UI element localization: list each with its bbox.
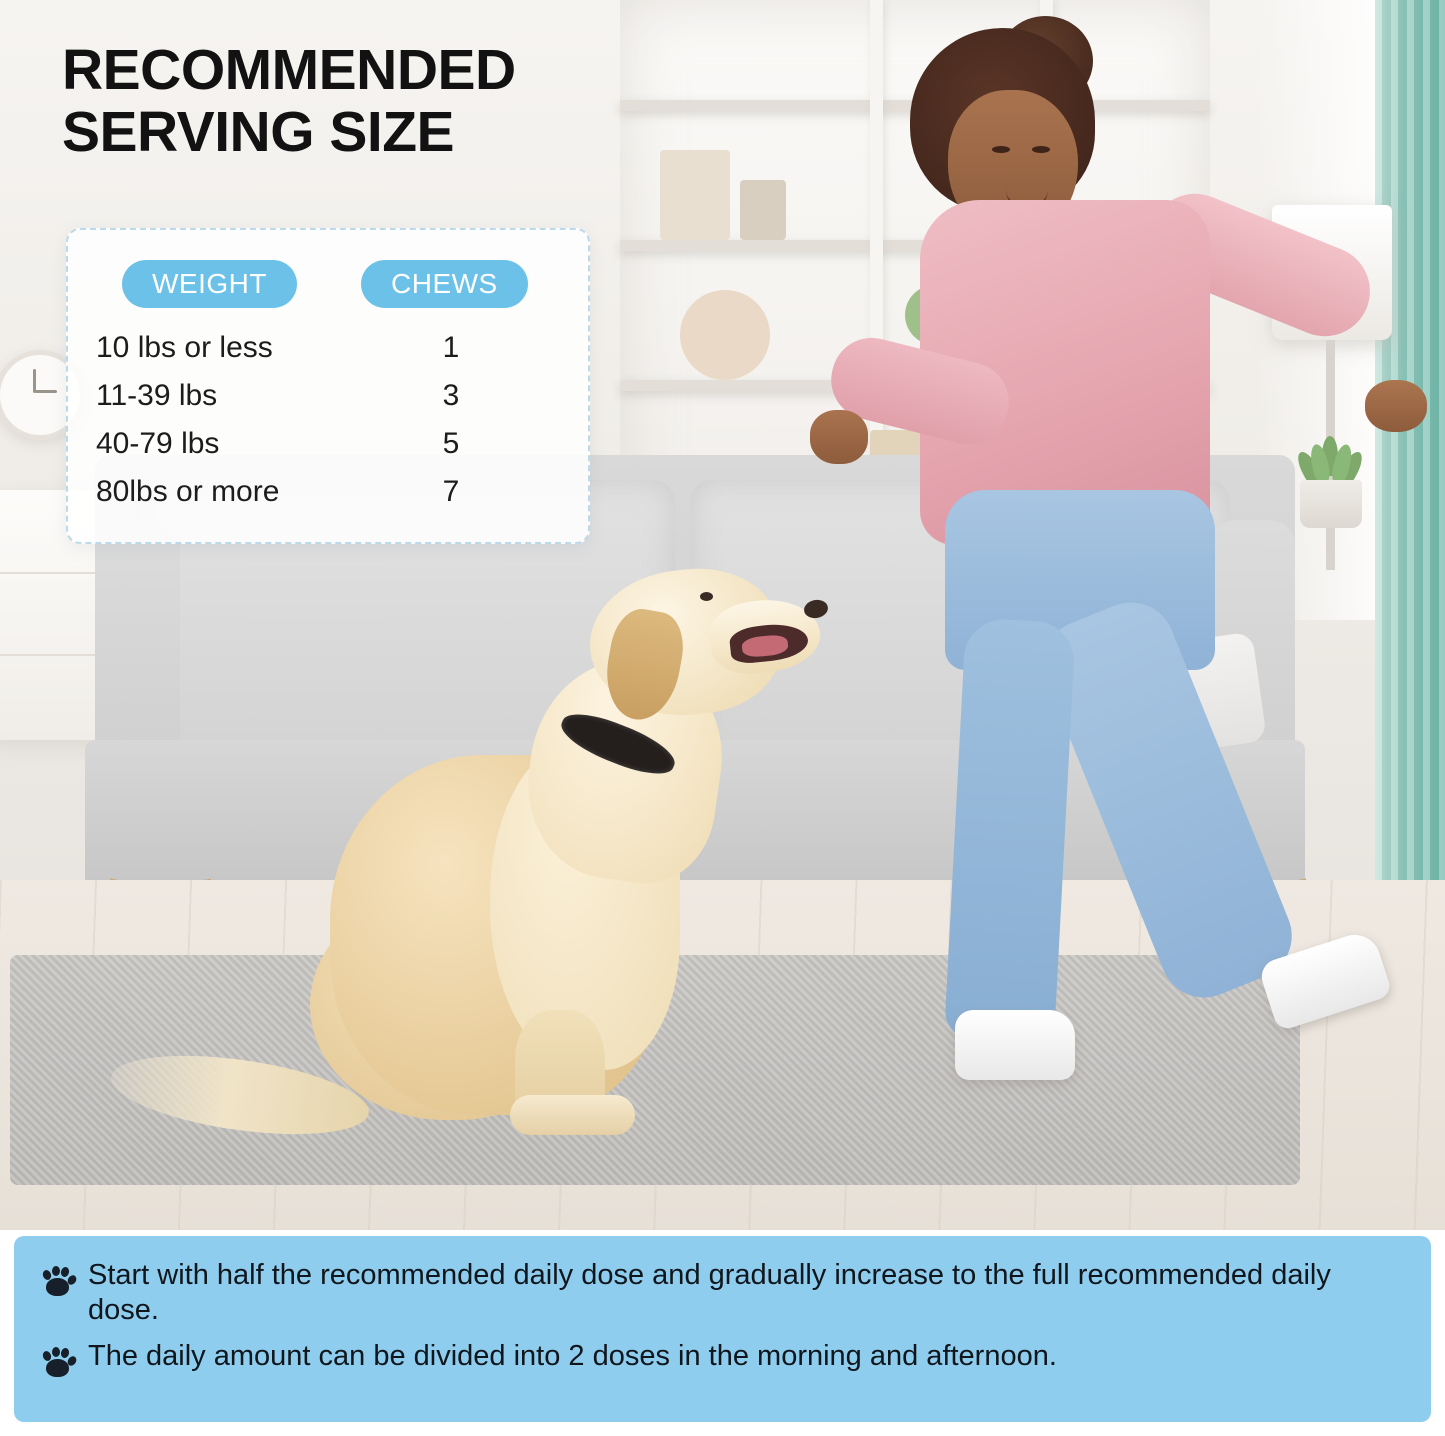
girl	[770, 10, 1445, 1110]
note-text: The daily amount can be divided into 2 doses in the morning and afternoon.	[88, 1339, 1057, 1372]
cell-chews: 1	[442, 331, 460, 364]
dosage-notes-bar	[14, 1236, 1431, 1422]
paw-print-icon	[40, 1345, 74, 1379]
serving-size-table	[66, 228, 590, 544]
table-row	[96, 372, 560, 420]
girl-leg-left	[944, 617, 1076, 1042]
girl-eye	[1032, 146, 1050, 153]
cell-weight: 80lbs or more	[96, 475, 280, 508]
girl-eye	[992, 146, 1010, 153]
dog-eye	[700, 592, 713, 601]
column-header-chews: CHEWS	[361, 260, 528, 308]
dog-paw	[510, 1095, 635, 1135]
cell-weight: 10 lbs or less	[96, 331, 273, 364]
table-row	[96, 468, 560, 516]
cell-chews: 5	[442, 427, 460, 460]
page-title: RECOMMENDED SERVING SIZE	[62, 38, 516, 164]
cell-weight: 11-39 lbs	[96, 379, 218, 412]
shelf-object	[680, 290, 770, 380]
cell-weight: 40-79 lbs	[96, 427, 220, 460]
girl-hand-right	[1365, 380, 1427, 432]
dog	[90, 540, 810, 1160]
table-header-row	[122, 260, 560, 308]
note-text: Start with half the recommended daily dose and gradually increase to the full recommended daily dose.	[88, 1259, 1331, 1327]
cell-chews: 7	[442, 475, 460, 508]
girl-hand-holding-treat	[810, 410, 868, 464]
paw-print-icon	[40, 1264, 74, 1298]
girl-sneaker-left	[955, 1010, 1075, 1080]
note-item	[40, 1258, 1405, 1329]
table-row	[96, 420, 560, 468]
table-row	[96, 324, 560, 372]
column-header-weight: WEIGHT	[122, 260, 297, 308]
note-item	[40, 1339, 1405, 1379]
cell-chews: 3	[442, 379, 460, 412]
shelf-object	[660, 150, 730, 240]
